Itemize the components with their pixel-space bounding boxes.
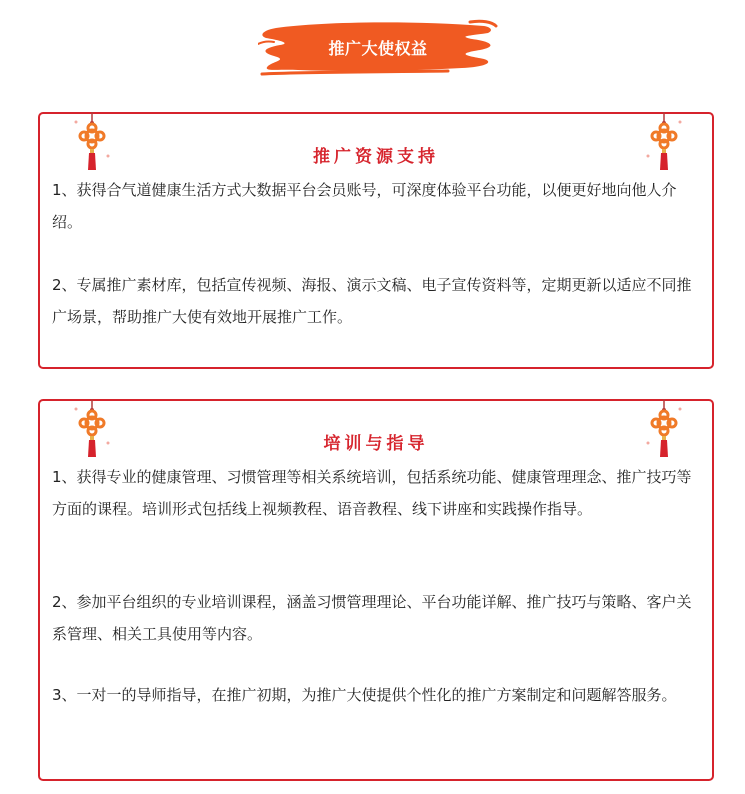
paragraph: 1、获得专业的健康管理、习惯管理等相关系统培训，包括系统功能、健康管理理念、推广技巧等方面的课程。培训形式包括线上视频教程、语音教程、线下讲座和实践操作指导。	[52, 468, 692, 518]
card-title: 培训与指导	[323, 434, 429, 454]
paragraph: 2、专属推广素材库，包括宣传视频、海报、演示文稿、电子宣传资料等，定期更新以适应不同推广场景，帮助推广大使有效地开展推广工作。	[52, 276, 692, 326]
paragraph: 2、参加平台组织的专业培训课程，涵盖习惯管理理论、平台功能详解、推广技巧与策略、客户关系管理、相关工具使用等内容。	[52, 593, 692, 643]
card-training-guidance	[38, 399, 714, 781]
paragraph: 3、一对一的导师指导，在推广初期，为推广大使提供个性化的推广方案制定和问题解答服务。	[52, 686, 677, 704]
card-title: 推广资源支持	[313, 147, 439, 167]
section-banner	[258, 14, 498, 80]
banner-title: 推广大使权益	[328, 39, 428, 58]
paragraph: 1、获得合气道健康生活方式大数据平台会员账号，可深度体验平台功能，以便更好地向他人介绍。	[52, 181, 677, 231]
card-resource-support	[38, 112, 714, 369]
